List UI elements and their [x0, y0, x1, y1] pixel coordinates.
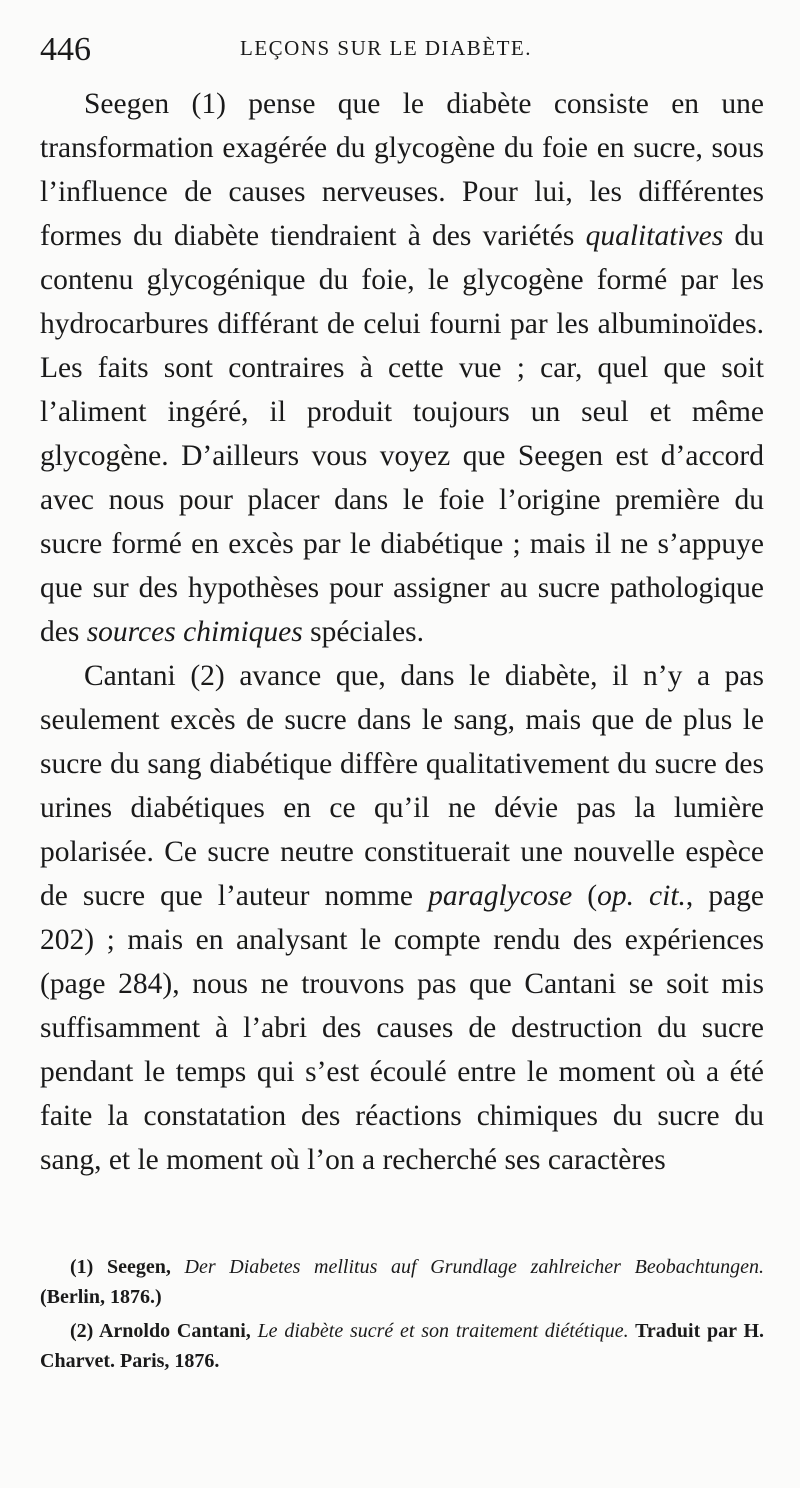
italic-run: qualitatives [585, 220, 724, 252]
italic-run: Der Diabetes mellitus auf Grundlage zahlreicher Beobachtungen. [184, 1256, 765, 1278]
italic-run: sources chimiques [86, 616, 303, 648]
footnote-2 [40, 1316, 764, 1376]
text-run: du contenu glycogénique du foie, le glycogène formé par les hydrocarbures différant de celui fourni par les albuminoïdes. Les faits sont contraires à cette vue ; car, quel que soit l’aliment ingéré, il produit toujours un seul et même glycogène. D’ailleurs vous voyez que Seegen est d’accord avec nous pour placer dans le foie l’origine première du sucre formé en excès par le diabétique ; mais il ne s’appuye que sur des hypothèses pour assigner au sucre pathologique des [40, 220, 765, 648]
text-run: (2) Arnoldo Cantani, [70, 1320, 258, 1342]
page-header [40, 30, 760, 70]
paragraph-seegen [40, 82, 764, 654]
text-run: , page 202) ; mais en analysant le compte rendu des expériences (page 284), nous ne trouvons pas que Cantani se soit mis suffisamment à l’abri des causes de destruction du sucre pendant le temps qui s’est écoulé entre le moment où a été faite la constatation des réactions chimiques du sucre du sang, et le moment où l’on a recherché ses caractères [40, 880, 765, 1176]
text-run: (Berlin, 1876.) [40, 1286, 162, 1308]
body-text [40, 82, 764, 1182]
running-title: LEÇONS SUR LE DIABÈTE. [240, 36, 532, 60]
italic-run: paraglycose [428, 880, 573, 912]
italic-run: Le diabète sucré et son traitement diététique. [257, 1320, 629, 1342]
text-run: spéciales. [302, 616, 424, 648]
text-run: Seegen (1) pense que le diabète consiste en une transformation exagérée du glycogène du foie en sucre, sous l’influence de causes nerveuses. Pour lui, les différentes formes du diabète tiendraient à des variétés [40, 88, 764, 252]
text-run: Traduit par H. Charvet. Paris, 1876. [40, 1320, 764, 1372]
paragraph-cantani [40, 654, 764, 1182]
text-run: Cantani (2) avance que, dans le diabète, il n’y a pas seulement excès de sucre dans le sang, mais que de plus le sucre du sang diabétique diffère qualitativement du sucre des urines diabétiques en ce qu’il ne dévie pas la lumière polarisée. Ce sucre neutre constituerait une nouvelle espèce de sucre que l’auteur nomme [40, 660, 764, 912]
text-run: ( [572, 880, 598, 912]
footnote-1 [40, 1252, 764, 1312]
page-number: 446 [40, 31, 91, 68]
text-run: (1) Seegen, [70, 1256, 185, 1278]
italic-run: op. cit. [597, 880, 686, 912]
footnotes [40, 1252, 764, 1380]
